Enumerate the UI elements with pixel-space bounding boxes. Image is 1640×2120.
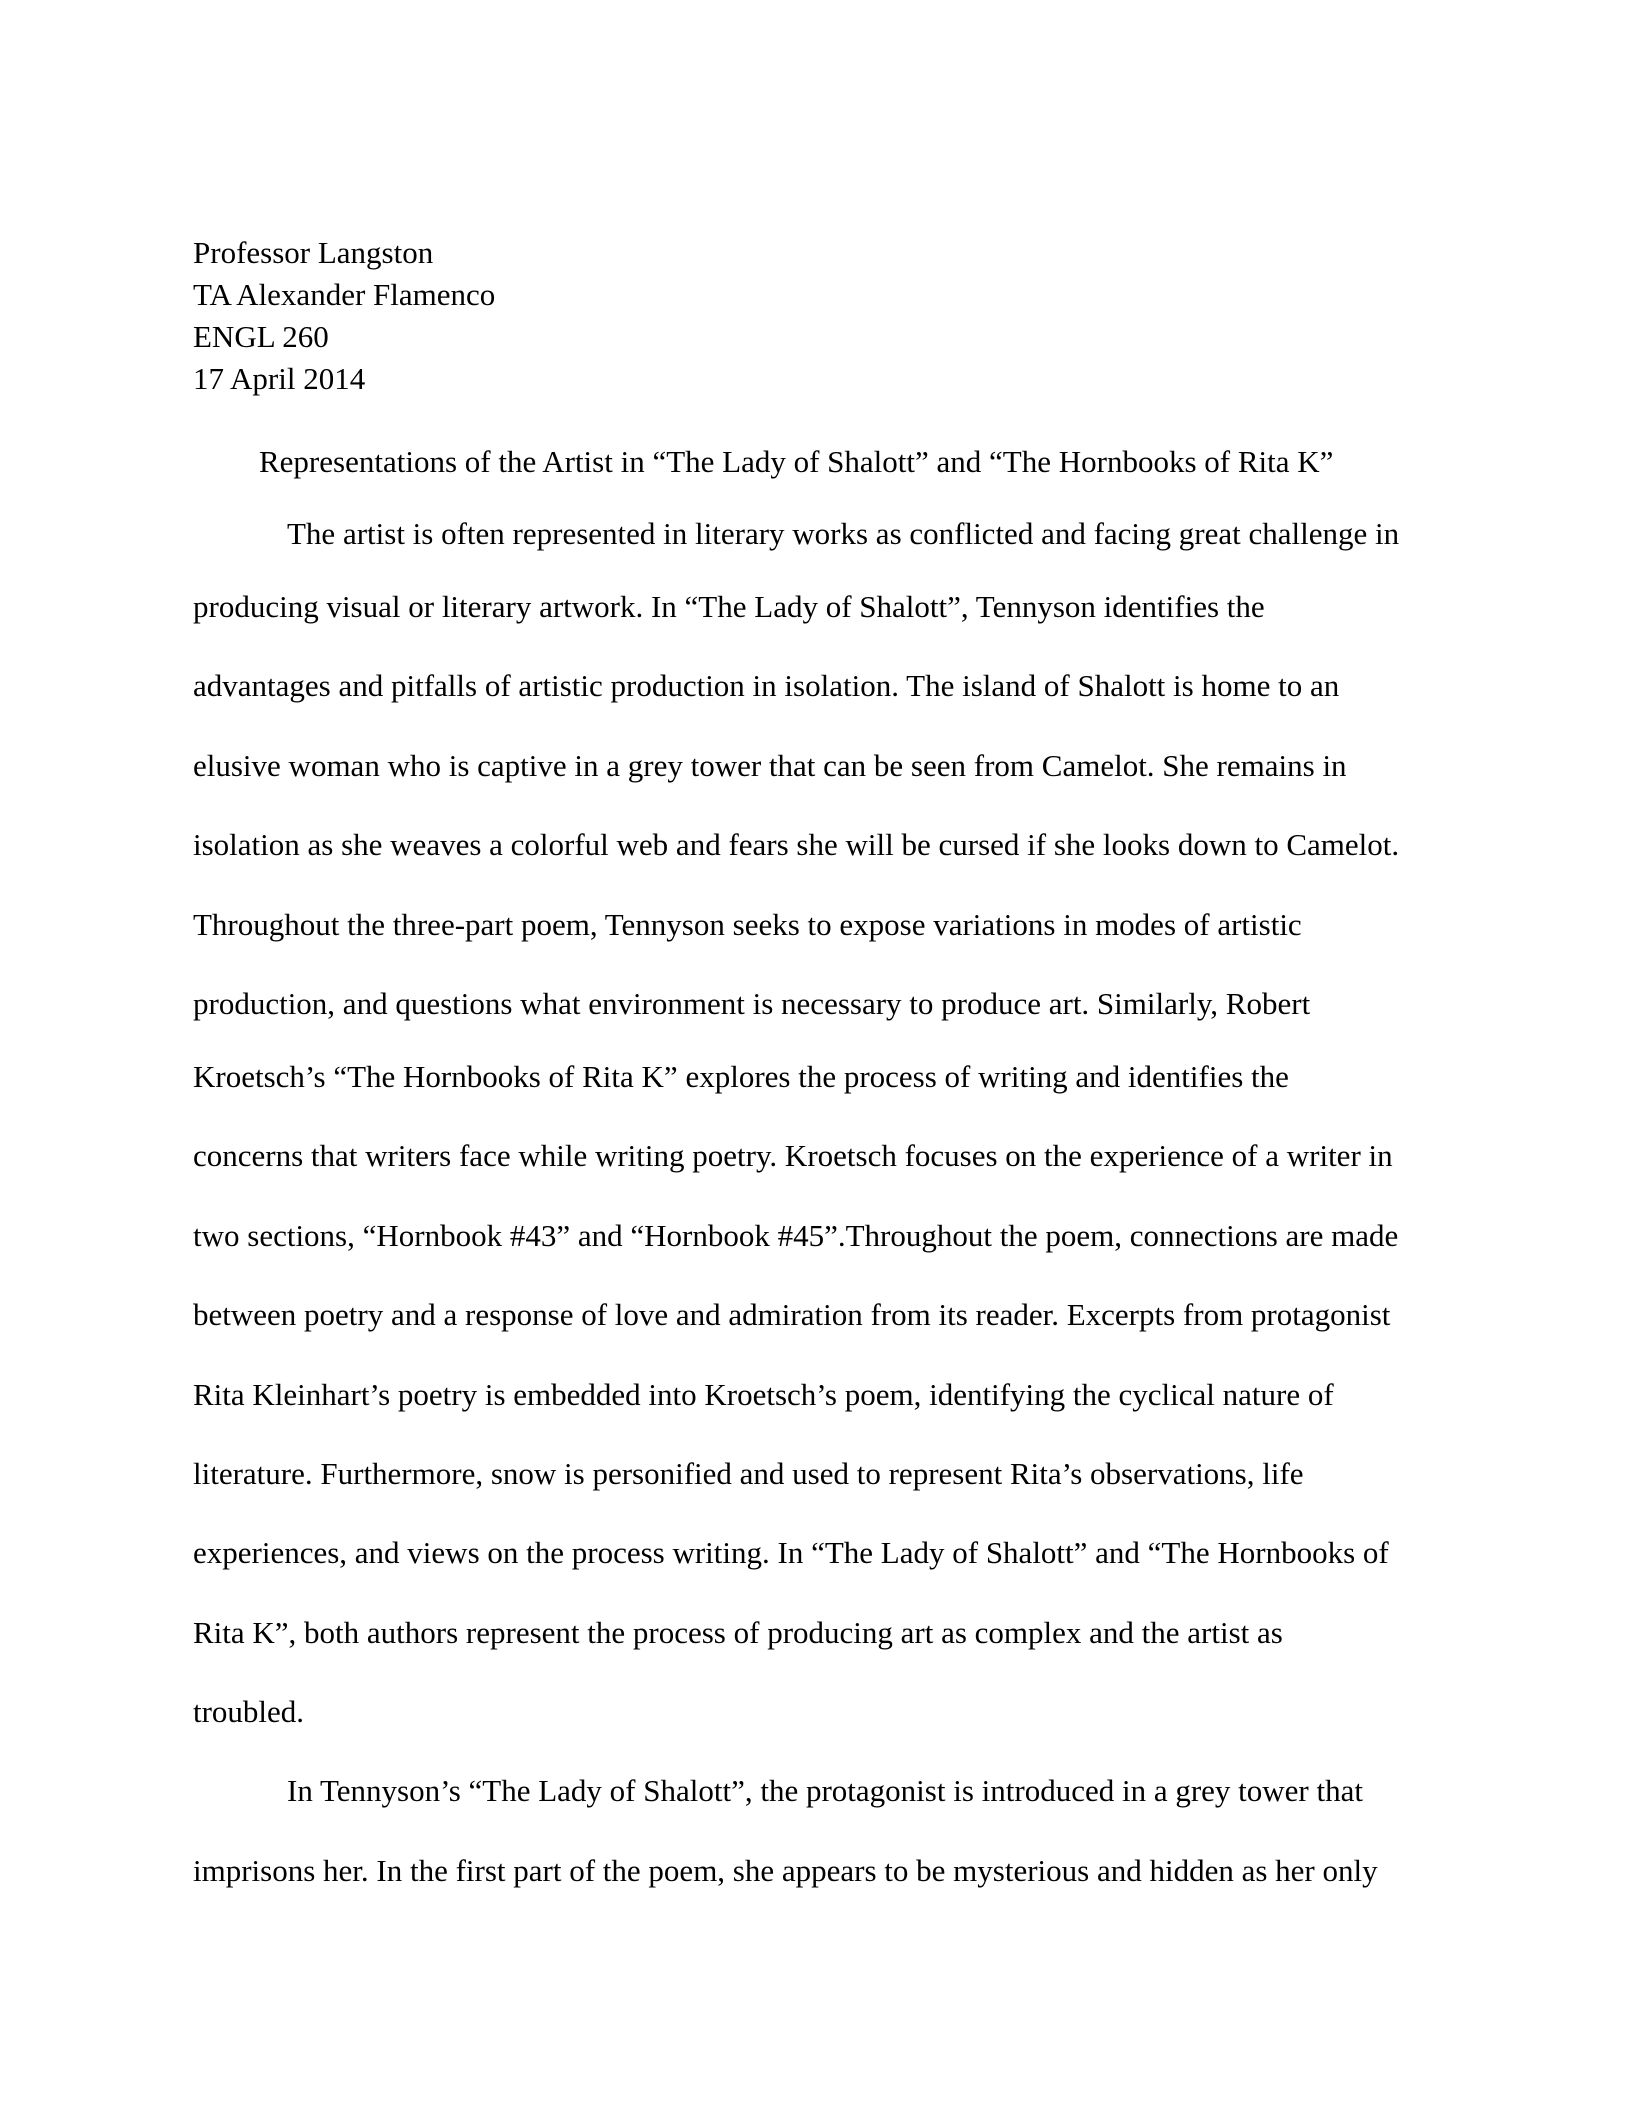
- paragraph-1-line: production, and questions what environment is necessary to produce art. Similarly, Robert: [193, 985, 1311, 1021]
- professor-name: Professor Langston: [193, 235, 434, 270]
- heading-block: [193, 232, 1433, 400]
- paragraph-1-line: Throughout the three-part poem, Tennyson seeks to expose variations in modes of artistic: [193, 906, 1302, 942]
- essay-body: [193, 513, 1455, 1929]
- paragraph-1-line: producing visual or literary artwork. In “The Lady of Shalott”, Tennyson identifies the: [193, 589, 1265, 624]
- paragraph-1-line: Rita Kleinhart’s poetry is embedded into Kroetsch’s poem, identifying the cyclical nature of: [193, 1376, 1334, 1412]
- paragraph-1-line: troubled.: [193, 1694, 305, 1730]
- paragraph-1-line: Rita K”, both authors represent the process of producing art as complex and the artist as: [193, 1614, 1283, 1650]
- paragraph-1-line: elusive woman who is captive in a grey tower that can be seen from Camelot. She remains in: [193, 747, 1347, 783]
- paragraph-1-line: The artist is often represented in literary works as conflicted and facing great challenge in: [287, 516, 1400, 551]
- paragraph-1-line: Kroetsch’s “The Hornbooks of Rita K” explores the process of writing and identifies the: [193, 1058, 1289, 1094]
- paragraph-2-line: In Tennyson’s “The Lady of Shalott”, the protagonist is introduced in a grey tower that: [287, 1773, 1363, 1809]
- course-code: ENGL 260: [193, 319, 329, 354]
- essay-title: Representations of the Artist in “The Lady of Shalott” and “The Hornbooks of Rita K”: [259, 444, 1334, 479]
- paragraph-1-line: between poetry and a response of love and admiration from its reader. Excerpts from protagonist: [193, 1297, 1391, 1333]
- ta-name: TA Alexander Flamenco: [193, 277, 496, 312]
- date-line: 17 April 2014: [193, 361, 366, 396]
- paragraph-1-line: isolation as she weaves a colorful web and fears she will be cursed if she looks down to Camelot.: [193, 827, 1400, 863]
- paragraph-1-line: advantages and pitfalls of artistic production in isolation. The island of Shalott is home to an: [193, 668, 1340, 704]
- paragraph-1-line: two sections, “Hornbook #43” and “Hornbook #45”.Throughout the poem, connections are made: [193, 1217, 1399, 1253]
- paragraph-1-line: experiences, and views on the process writing. In “The Lady of Shalott” and “The Hornbooks of: [193, 1535, 1389, 1571]
- paragraph-2-line: imprisons her. In the first part of the poem, she appears to be mysterious and hidden as her only: [193, 1852, 1378, 1888]
- paragraph-1-line: literature. Furthermore, snow is personified and used to represent Rita’s observations, life: [193, 1455, 1304, 1491]
- paragraph-1-line: concerns that writers face while writing poetry. Kroetsch focuses on the experience of a writer in: [193, 1138, 1393, 1174]
